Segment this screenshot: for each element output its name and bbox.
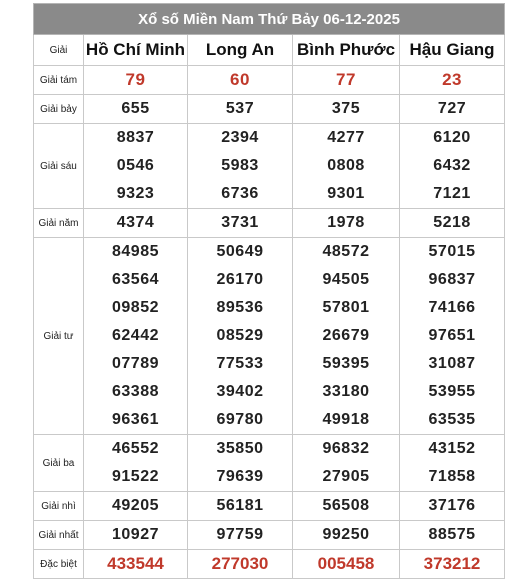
prize-cell: [84, 209, 188, 238]
prize-number: 69780: [216, 411, 264, 428]
prize-number: 63535: [428, 411, 476, 428]
prize-number: 96361: [112, 411, 159, 428]
prize-number: 97651: [428, 327, 476, 344]
prize-cell: [400, 238, 505, 435]
prize-number: 57015: [428, 243, 476, 260]
prize-number: 0808: [327, 157, 365, 174]
prize-cell: [400, 521, 505, 550]
prize-number: 6736: [221, 185, 259, 202]
prize-number: 35850: [216, 440, 264, 457]
table-title: Xổ số Miền Nam Thứ Bảy 06-12-2025: [34, 4, 505, 35]
prize-cell: [188, 209, 293, 238]
prize-row-giai-nhat: [34, 521, 505, 550]
prize-number: 26170: [216, 271, 264, 288]
results-table: [33, 3, 505, 579]
prize-number: 8837: [116, 129, 155, 146]
prize-number: 91522: [112, 468, 159, 485]
prize-row-giai-bay: [34, 95, 505, 124]
prize-number: 26679: [322, 327, 370, 344]
prize-cell: [400, 124, 505, 209]
prize-number: 50649: [216, 243, 264, 260]
prize-number: 63388: [112, 383, 159, 400]
province-long-an[interactable]: Long An: [188, 35, 293, 66]
special-prize-number: 005458: [317, 554, 375, 573]
prize-label: Giải tư: [34, 238, 84, 435]
prize-label: Giải ba: [34, 435, 84, 492]
prize-cell: [293, 521, 400, 550]
prize-cell: [400, 95, 505, 124]
prize-label: Giải nhất: [34, 521, 84, 550]
prize-number: 63564: [112, 271, 159, 288]
prize-row-giai-tam: [34, 66, 505, 95]
prize-number: 56181: [216, 497, 264, 514]
prize-cell: [293, 435, 400, 492]
prize-cell: [188, 435, 293, 492]
prize-cell: [84, 435, 188, 492]
prize-cell: [84, 521, 188, 550]
prize-cell: [293, 550, 400, 579]
prize-cell: [188, 550, 293, 579]
prize-cell: [400, 66, 505, 95]
prize-number: 39402: [216, 383, 264, 400]
prize-number: 4277: [327, 129, 365, 146]
prize-number: 89536: [216, 299, 264, 316]
province-header-row: [34, 35, 505, 66]
prize-number: 96832: [322, 440, 370, 457]
prize-number: 9301: [327, 185, 365, 202]
prize-cell: [188, 492, 293, 521]
prize-number: 97759: [216, 526, 264, 543]
prize-number: 655: [121, 100, 150, 117]
prize-number: 59395: [322, 355, 370, 372]
prize-cell: [188, 238, 293, 435]
prize-label: Giải bảy: [34, 95, 84, 124]
prize-label: Giải sáu: [34, 124, 84, 209]
prize-number: 33180: [322, 383, 370, 400]
prize-number: 375: [331, 100, 361, 117]
lottery-results-panel: [33, 3, 504, 579]
prize-row-giai-ba: [34, 435, 505, 492]
prize-number: 2394: [221, 129, 259, 146]
prize-number: 6432: [433, 157, 471, 174]
province-ho-chi-minh[interactable]: Hồ Chí Minh: [84, 35, 188, 66]
prize-number: 79639: [216, 468, 264, 485]
prize-number: 09852: [112, 299, 159, 316]
prize-cell: [84, 95, 188, 124]
prize-number: 49205: [112, 497, 159, 514]
prize-cell: [188, 95, 293, 124]
province-hau-giang[interactable]: Hậu Giang: [400, 35, 505, 66]
prize-number: 48572: [322, 243, 370, 260]
prize-cell: [84, 124, 188, 209]
prize-number: 0546: [116, 157, 155, 174]
prize-cell: [400, 492, 505, 521]
prize-column-header: Giải: [34, 35, 84, 66]
prize-cell: [84, 550, 188, 579]
prize-number: 79: [125, 70, 146, 89]
prize-number: 71858: [428, 468, 476, 485]
prize-cell: [188, 124, 293, 209]
prize-number: 31087: [428, 355, 476, 372]
prize-number: 94505: [322, 271, 370, 288]
special-prize-number: 373212: [423, 554, 481, 573]
prize-cell: [84, 66, 188, 95]
prize-number: 60: [230, 70, 250, 89]
prize-label: Giải năm: [34, 209, 84, 238]
prize-number: 62442: [112, 327, 159, 344]
prize-number: 727: [437, 100, 467, 117]
prize-number: 74166: [428, 299, 476, 316]
prize-number: 23: [442, 70, 462, 89]
prize-number: 27905: [322, 468, 370, 485]
prize-number: 9323: [116, 185, 155, 202]
prize-cell: [293, 66, 400, 95]
prize-number: 10927: [112, 526, 159, 543]
prize-number: 56508: [322, 497, 370, 514]
prize-number: 46552: [112, 440, 159, 457]
prize-number: 3731: [221, 214, 259, 231]
prize-row-giai-sau: [34, 124, 505, 209]
prize-number: 77: [336, 70, 356, 89]
prize-number: 96837: [428, 271, 476, 288]
prize-number: 49918: [322, 411, 370, 428]
prize-cell: [84, 492, 188, 521]
prize-row-giai-nhi: [34, 492, 505, 521]
special-prize-number: 433544: [107, 554, 164, 573]
prize-row-giai-tu: [34, 238, 505, 435]
prize-number: 53955: [428, 383, 476, 400]
province-binh-phuoc[interactable]: Bình Phước: [293, 35, 400, 66]
prize-number: 77533: [216, 355, 264, 372]
prize-cell: [400, 435, 505, 492]
prize-cell: [293, 238, 400, 435]
prize-cell: [84, 238, 188, 435]
prize-cell: [400, 209, 505, 238]
results-body: [34, 35, 505, 579]
prize-label: Giải tám: [34, 66, 84, 95]
prize-row-giai-nam: [34, 209, 505, 238]
prize-label: Giải nhì: [34, 492, 84, 521]
prize-cell: [400, 550, 505, 579]
prize-number: 1978: [327, 214, 365, 231]
prize-number: 88575: [428, 526, 476, 543]
prize-number: 84985: [112, 243, 159, 260]
prize-number: 4374: [116, 214, 155, 231]
prize-cell: [293, 492, 400, 521]
prize-number: 7121: [433, 185, 471, 202]
prize-cell: [293, 95, 400, 124]
prize-cell: [293, 124, 400, 209]
prize-number: 537: [225, 100, 255, 117]
prize-row-dac-biet: [34, 550, 505, 579]
prize-cell: [293, 209, 400, 238]
prize-number: 5218: [433, 214, 471, 231]
prize-number: 57801: [322, 299, 370, 316]
prize-cell: [188, 521, 293, 550]
prize-number: 6120: [433, 129, 471, 146]
special-prize-number: 277030: [211, 554, 269, 573]
prize-number: 5983: [221, 157, 259, 174]
prize-number: 07789: [112, 355, 159, 372]
prize-number: 37176: [428, 497, 476, 514]
prize-number: 99250: [322, 526, 370, 543]
prize-number: 08529: [216, 327, 264, 344]
prize-cell: [188, 66, 293, 95]
prize-label: Đặc biệt: [34, 550, 84, 579]
prize-number: 43152: [428, 440, 476, 457]
